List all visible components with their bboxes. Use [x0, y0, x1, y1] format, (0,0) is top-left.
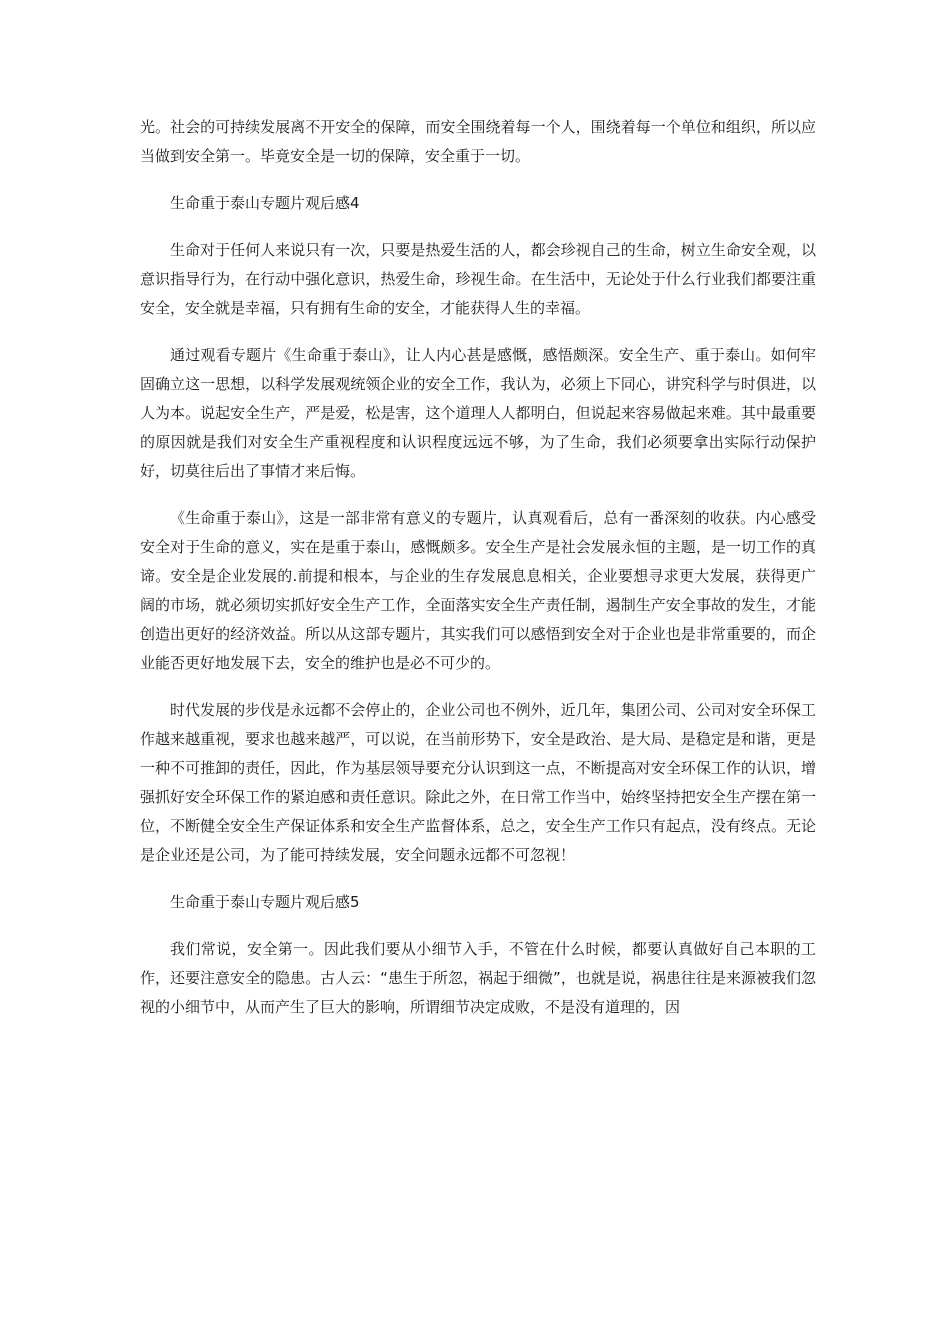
paragraph: 通过观看专题片《生命重于泰山》，让人内心甚是感慨，感悟颇深。安全生产、重于泰山。如何牢固确立这一思想，以科学发展观统领企业的安全工作，我认为，必须上下同心，讲究科学与时俱进，以人为本。说起安全生产，严是爱，松是害，这个道理人人都明白，但说起来容易做起来难。其中最重要的原因就是我们对安全生产重视程度和认识程度远远不够，为了生命，我们必须要拿出实际行动保护好，切莫往后出了事情才来后悔。: [140, 346, 816, 480]
paragraph: 我们常说，安全第一。因此我们要从小细节入手，不管在什么时候，都要认真做好自己本职的工作，还要注意安全的隐患。古人云：“患生于所忽，祸起于细微”，也就是说，祸患往往是来源被我们忽视的小细节中，从而产生了巨大的影响，所谓细节决定成败，不是没有道理的，因: [140, 940, 816, 1016]
section-heading-5: 生命重于泰山专题片观后感5: [170, 893, 360, 911]
paragraph: 《生命重于泰山》，这是一部非常有意义的专题片，认真观看后，总有一番深刻的收获。内心感受安全对于生命的意义，实在是重于泰山，感慨颇多。安全生产是社会发展永恒的主题，是一切工作的真谛。安全是企业发展的.前提和根本，与企业的生存发展息息相关，企业要想寻求更大发展，获得更广阔的市场，就必须切实抓好安全生产工作，全面落实安全生产责任制，遏制生产安全事故的发生，才能创造出更好的经济效益。所以从这部专题片，其实我们可以感悟到安全对于企业也是非常重要的，而企业能否更好地发展下去，安全的维护也是必不可少的。: [140, 509, 816, 672]
paragraph: 生命对于任何人来说只有一次，只要是热爱生活的人，都会珍视自己的生命，树立生命安全观，以意识指导行为，在行动中强化意识，热爱生命，珍视生命。在生活中，无论处于什么行业我们都要注重安全，安全就是幸福，只有拥有生命的安全，才能获得人生的幸福。: [140, 241, 816, 317]
paragraph: 时代发展的步伐是永远都不会停止的，企业公司也不例外，近几年，集团公司、公司对安全环保工作越来越重视，要求也越来越严，可以说，在当前形势下，安全是政治、是大局、是稳定是和谐，更是一种不可推卸的责任，因此，作为基层领导要充分认识到这一点，不断提高对安全环保工作的认识，增强抓好安全环保工作的紧迫感和责任意识。除此之外，在日常工作当中，始终坚持把安全生产摆在第一位，不断健全安全生产保证体系和安全生产监督体系，总之，安全生产工作只有起点，没有终点。无论是企业还是公司，为了能可持续发展，安全问题永远都不可忽视！: [140, 701, 816, 864]
section-heading-4: 生命重于泰山专题片观后感4: [170, 194, 360, 212]
paragraph-continued: 光。社会的可持续发展离不开安全的保障，而安全围绕着每一个人，围绕着每一个单位和组织，所以应当做到安全第一。毕竟安全是一切的保障，安全重于一切。: [140, 118, 816, 165]
document-body: [140, 113, 816, 1040]
